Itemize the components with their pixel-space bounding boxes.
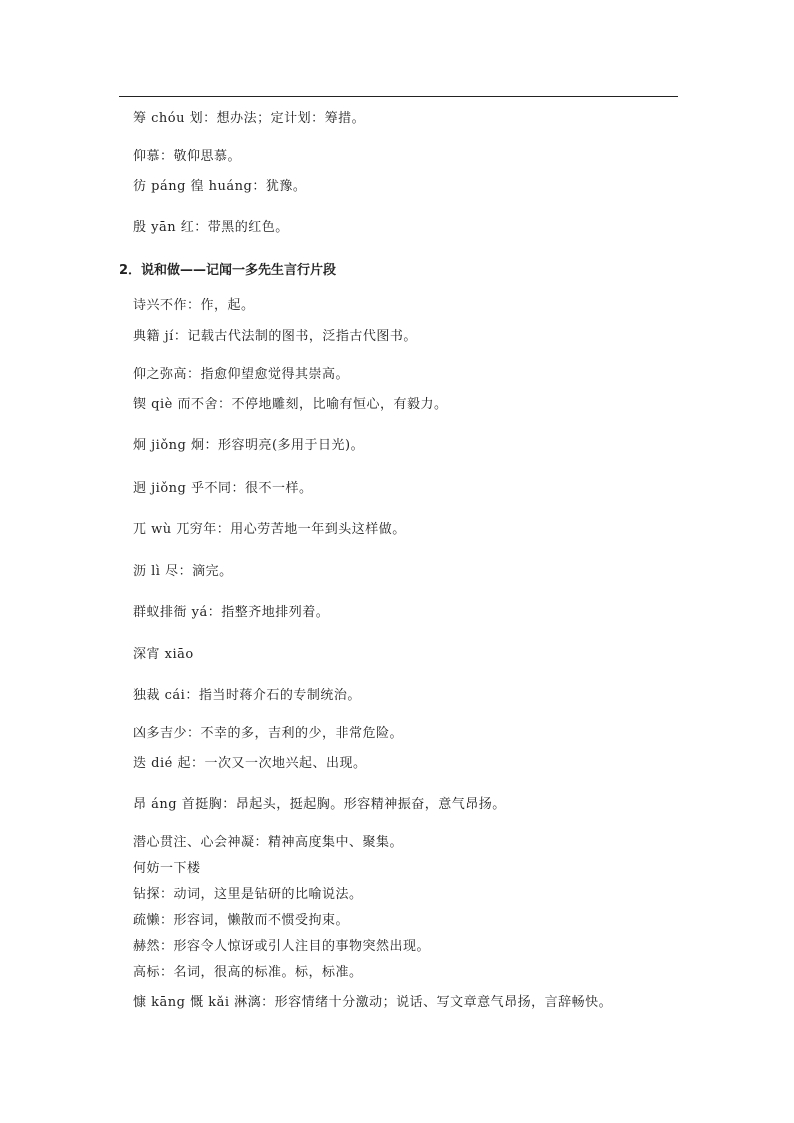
vocab-entry: 高标：名词，很高的标准。标，标准。	[133, 965, 363, 980]
vocab-entry: 炯 jiǒng 炯：形容明亮(多用于日光)。	[133, 438, 365, 453]
vocab-entry: 昂 áng 首挺胸：昂起头，挺起胸。形容精神振奋，意气昂扬。	[133, 797, 506, 812]
vocab-entry: 深宵 xiāo	[133, 647, 194, 662]
vocab-entry: 独裁 cái：指当时蒋介石的专制统治。	[133, 688, 361, 703]
vocab-entry: 迥 jiǒng 乎不同：很不一样。	[133, 481, 313, 496]
vocab-entry: 典籍 jí：记载古代法制的图书，泛指古代图书。	[133, 329, 417, 344]
vocab-entry: 仰慕：敬仰思慕。	[133, 149, 242, 164]
vocab-entry: 沥 lì 尽：滴完。	[133, 564, 233, 579]
vocab-entry: 潜心贯注、心会神凝：精神高度集中、聚集。	[133, 835, 404, 850]
vocab-entry: 慷 kāng 慨 kǎi 淋漓：形容情绪十分激动；说话、写文章意气昂扬，言辞畅快。	[133, 995, 613, 1010]
vocab-entry: 赫然：形容令人惊讶或引人注目的事物突然出现。	[133, 939, 431, 954]
vocab-entry: 彷 páng 徨 huáng：犹豫。	[133, 179, 307, 194]
vocab-entry: 锲 qiè 而不舍：不停地雕刻，比喻有恒心，有毅力。	[133, 397, 448, 412]
vocab-entry: 兀 wù 兀穷年：用心劳苦地一年到头这样做。	[133, 522, 406, 537]
vocab-entry: 诗兴不作：作，起。	[133, 298, 255, 313]
vocab-entry: 钻探：动词，这里是钻研的比喻说法。	[133, 887, 363, 902]
vocab-entry: 迭 dié 起：一次又一次地兴起、出现。	[133, 756, 367, 771]
header-rule	[119, 96, 678, 97]
vocab-entry: 何妨一下楼	[133, 861, 201, 876]
vocab-entry: 疏懒：形容词，懒散而不惯受拘束。	[133, 913, 350, 928]
vocab-entry: 殷 yān 红：带黑的红色。	[133, 220, 289, 235]
vocab-entry: 凶多吉少：不幸的多，吉利的少，非常危险。	[133, 726, 404, 741]
vocab-entry: 群蚁排衙 yá：指整齐地排列着。	[133, 605, 330, 620]
section-heading: 2．说和做——记闻一多先生言行片段	[119, 263, 337, 278]
vocab-entry: 仰之弥高：指愈仰望愈觉得其崇高。	[133, 367, 350, 382]
vocab-entry: 筹 chóu 划：想办法；定计划：筹措。	[133, 111, 366, 126]
